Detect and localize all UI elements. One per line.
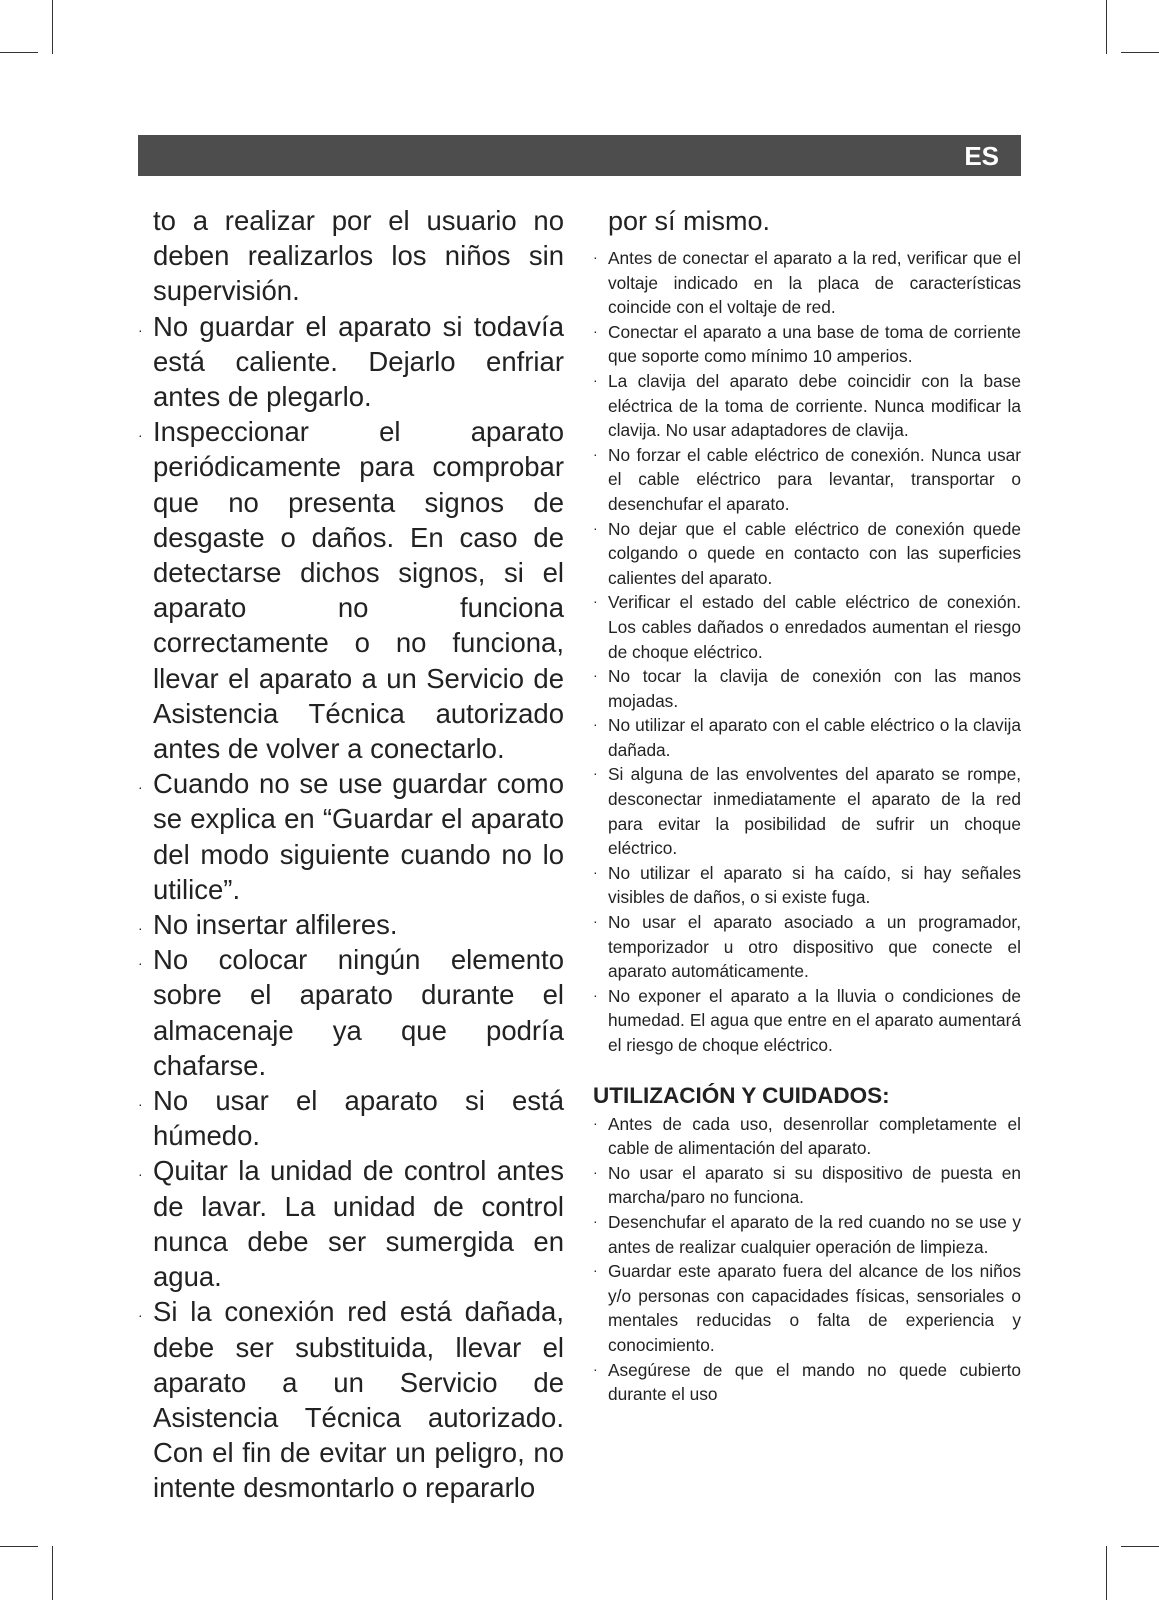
list-item: · No colocar ningún elemento sobre el aparato durante el almacenaje ya que podría chafarse.: [138, 944, 564, 1081]
list-item: · No guardar el aparato si todavía está caliente. Dejarlo enfriar antes de plegarlo.: [138, 310, 564, 413]
section-title: UTILIZACIÓN Y CUIDADOS:: [593, 1082, 890, 1108]
list-item: · No exponer el aparato a la lluvia o condiciones de humedad. El agua que entre en el aparato aumentará el riesgo de choque eléctrico.: [593, 984, 1021, 1058]
bullet-dot-icon: ·: [593, 863, 598, 880]
left-column: [138, 203, 564, 1506]
bullet-dot-icon: ·: [138, 1307, 143, 1324]
list-item: · Inspeccionar el aparato periódicamente para comprobar que no presenta signos de desgaste o daños. En caso de detectarse dichos signos, si el aparato no funciona correctamente o no funciona, llevar el aparato a un Servicio de Asistencia Técnica autorizado antes de volver a conectarlo.: [138, 416, 564, 765]
bullet-dot-icon: ·: [138, 1096, 143, 1113]
bullet-dot-icon: ·: [593, 1360, 598, 1377]
list-item: · No usar el aparato si su dispositivo de puesta en marcha/paro no funciona.: [593, 1161, 1021, 1210]
bullet-dot-icon: ·: [593, 765, 598, 782]
language-code: ES: [964, 141, 999, 171]
crop-mark-top-left-vertical: [52, 0, 53, 54]
list-item: · Antes de conectar el aparato a la red, verificar que el voltaje indicado en la placa de características coincide con el voltaje de red.: [593, 246, 1021, 320]
list-item: · No usar el aparato asociado a un programador, temporizador u otro dispositivo que conecte el aparato automáticamente.: [593, 910, 1021, 984]
list-item: · Conectar el aparato a una base de toma de corriente que soporte como mínimo 10 amperios.: [593, 320, 1021, 369]
crop-mark-top-right-horizontal: [1121, 52, 1159, 53]
list-item: · Desenchufar el aparato de la red cuando no se use y antes de realizar cualquier operación de limpieza.: [593, 1210, 1021, 1259]
language-header-bar: [138, 135, 1021, 176]
bullet-dot-icon: ·: [593, 1163, 598, 1180]
list-item: · No tocar la clavija de conexión con las manos mojadas.: [593, 664, 1021, 713]
right-continuation-text: por sí mismo.: [608, 206, 771, 236]
bullet-dot-icon: ·: [593, 986, 598, 1003]
bullet-dot-icon: ·: [138, 779, 143, 796]
crop-mark-top-right-vertical: [1106, 0, 1107, 54]
crop-mark-bottom-right-vertical: [1106, 1546, 1107, 1600]
usage-care-bullet-list: [593, 1112, 1021, 1407]
crop-mark-bottom-left-vertical: [52, 1546, 53, 1600]
list-item: · Quitar la unidad de control antes de lavar. La unidad de control nunca debe ser sumergida en agua.: [138, 1155, 564, 1293]
list-item: · Cuando no se use guardar como se explica en “Guardar el aparato del modo siguiente cuando no lo utilice”.: [138, 768, 564, 905]
list-item: · No usar el aparato si está húmedo.: [138, 1085, 564, 1152]
list-item: · Guardar este aparato fuera del alcance de los niños y/o personas con capacidades físicas, sensoriales o mentales reducidas o falta de experiencia y conocimiento.: [593, 1259, 1021, 1357]
bullet-dot-icon: ·: [138, 427, 143, 444]
bullet-dot-icon: ·: [138, 955, 143, 972]
bullet-dot-icon: ·: [593, 249, 598, 265]
bullet-dot-icon: ·: [593, 913, 598, 930]
bullet-dot-icon: ·: [593, 322, 598, 339]
bullet-dot-icon: ·: [138, 1166, 143, 1183]
right-column: [593, 204, 1021, 1407]
crop-mark-bottom-right-horizontal: [1121, 1546, 1159, 1547]
list-item: · Si alguna de las envolventes del aparato se rompe, desconectar inmediatamente el aparato de la red para evitar la posibilidad de sufrir un choque eléctrico.: [593, 762, 1021, 860]
bullet-dot-icon: ·: [593, 445, 598, 462]
list-item: · La clavija del aparato debe coincidir con la base eléctrica de la toma de corriente. Nunca modificar la clavija. No usar adaptadores de clavija.: [593, 369, 1021, 443]
bullet-dot-icon: ·: [138, 321, 143, 338]
list-item: · No forzar el cable eléctrico de conexión. Nunca usar el cable eléctrico para levantar, transportar o desenchufar el aparato.: [593, 443, 1021, 517]
crop-mark-bottom-left-horizontal: [0, 1546, 38, 1547]
list-item: · No dejar que el cable eléctrico de conexión quede colgando o quede en contacto con las superficies calientes del aparato.: [593, 517, 1021, 591]
left-bullet-list: [138, 309, 564, 1506]
list-item: · Asegúrese de que el mando no quede cubierto durante el uso: [593, 1358, 1021, 1407]
bullet-dot-icon: ·: [593, 1212, 598, 1229]
list-item: · No utilizar el aparato si ha caído, si hay señales visibles de daños, o si existe fuga.: [593, 861, 1021, 910]
bullet-dot-icon: ·: [593, 716, 598, 733]
bullet-dot-icon: ·: [593, 1262, 598, 1279]
list-item: · No insertar alfileres.: [138, 907, 564, 942]
bullet-dot-icon: ·: [593, 519, 598, 536]
bullet-dot-icon: ·: [593, 371, 598, 388]
bullet-dot-icon: ·: [593, 1114, 598, 1131]
list-item: · Antes de cada uso, desenrollar completamente el cable de alimentación del aparato.: [593, 1112, 1021, 1161]
right-bullet-list: [593, 246, 1021, 1058]
bullet-dot-icon: ·: [593, 667, 598, 684]
list-item: · Si la conexión red está dañada, debe ser substituida, llevar el aparato a un Servicio de Asistencia Técnica autorizado. Con el fin de evitar un peligro, no intente desmontarlo o repararlo: [138, 1296, 564, 1504]
bullet-dot-icon: ·: [593, 593, 598, 610]
list-item: · No utilizar el aparato con el cable eléctrico o la clavija dañada.: [593, 713, 1021, 762]
bullet-dot-icon: ·: [138, 920, 143, 937]
list-item: · Verificar el estado del cable eléctrico de conexión. Los cables dañados o enredados aumentan el riesgo de choque eléctrico.: [593, 590, 1021, 664]
left-continuation-text: to a realizar por el usuario no deben realizarlos los niños sin supervisión.: [153, 205, 564, 307]
crop-mark-top-left-horizontal: [0, 52, 38, 53]
